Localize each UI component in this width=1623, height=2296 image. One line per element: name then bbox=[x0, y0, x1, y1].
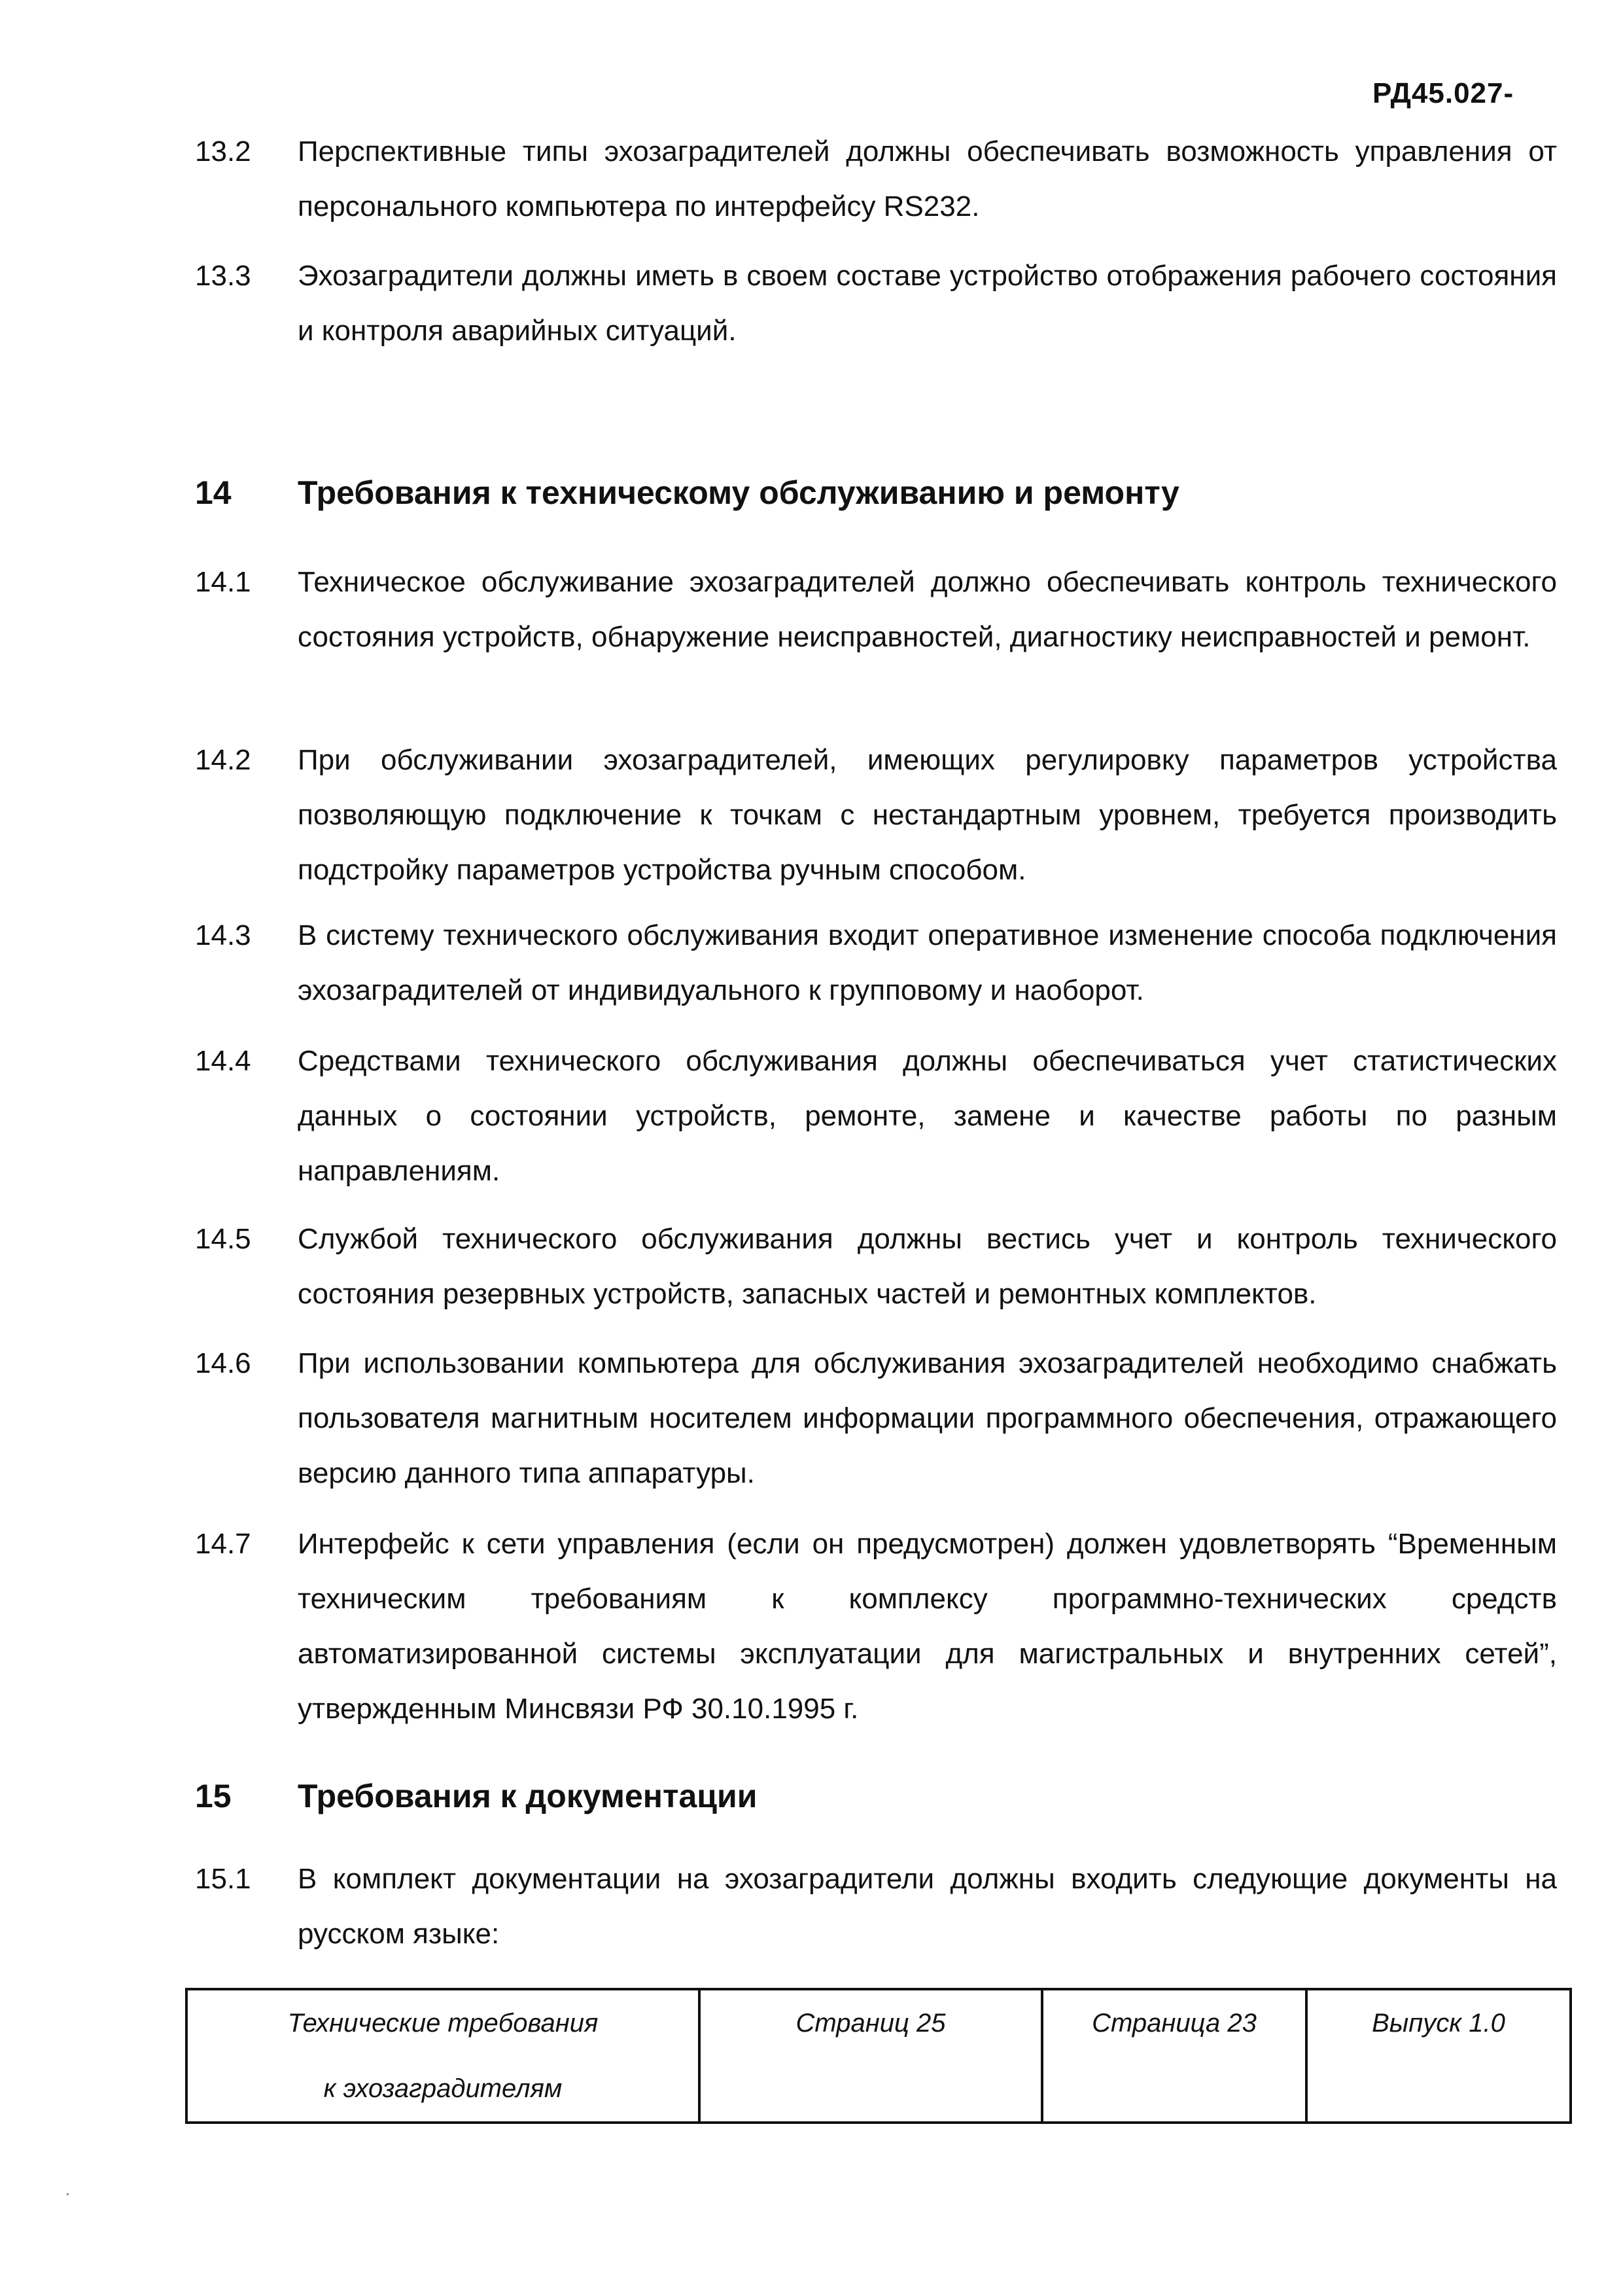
footer-doc-title-line2: к эхозаградителям bbox=[323, 2074, 563, 2103]
clause-number: 13.2 bbox=[195, 135, 251, 168]
clause-number: 14.5 bbox=[195, 1223, 251, 1255]
clause-text: В комплект документации на эхозаградители должны входить следующие документы на русском языке: bbox=[298, 1863, 1557, 1950]
clause-number: 15.1 bbox=[195, 1863, 251, 1895]
footer-pages-total bbox=[699, 1989, 1042, 2123]
clause-number: 14.6 bbox=[195, 1347, 251, 1379]
section-number: 15 bbox=[195, 1778, 232, 1814]
footer-issue bbox=[1306, 1989, 1571, 2123]
clause-number: 14.2 bbox=[195, 744, 251, 776]
section-title: Требования к техническому обслуживанию и ремонту bbox=[298, 474, 1179, 511]
clause-number: 13.3 bbox=[195, 260, 251, 292]
section-number: 14 bbox=[195, 474, 232, 511]
clause-text: При использовании компьютера для обслуживания эхозаградителей необходимо снабжать пользователя магнитным носителем информации программного обеспечения, отражающего версию данного типа аппаратуры. bbox=[298, 1347, 1557, 1489]
footer-pages-total-text: Страниц 25 bbox=[795, 2009, 946, 2038]
clause-text: Эхозаградители должны иметь в своем составе устройство отображения рабочего состояния и контроля аварийных ситуаций. bbox=[298, 260, 1557, 347]
clause-text: При обслуживании эхозаградителей, имеющих регулировку параметров устройства позволяющую подключение к точкам с нестандартным уровнем, требуется производить подстройку параметров устройства ручным способом. bbox=[298, 744, 1557, 886]
clause-text: Перспективные типы эхозаградителей должны обеспечивать возможность управления от персонального компьютера по интерфейсу RS232. bbox=[298, 135, 1557, 222]
footer-issue-text: Выпуск 1.0 bbox=[1372, 2009, 1505, 2038]
clause-text: В систему технического обслуживания входит оперативное изменение способа подключения эхозаградителей от индивидуального к групповому и наоборот. bbox=[298, 919, 1557, 1006]
clause-number: 14.4 bbox=[195, 1045, 251, 1077]
clause-text: Интерфейс к сети управления (если он предусмотрен) должен удовлетворять “Временным техническим требованиям к комплексу программно-технических средств автоматизированной системы эксплуатации для магистральных и внутренних сетей”, утвержденным Минсвязи РФ 30.10.1995 г. bbox=[298, 1528, 1557, 1725]
clause-text: Службой технического обслуживания должны вестись учет и контроль технического состояния резервных устройств, запасных частей и ремонтных комплектов. bbox=[298, 1223, 1557, 1310]
scan-speck bbox=[67, 2193, 69, 2195]
footer-doc-title-line1: Технические требования bbox=[287, 2009, 599, 2038]
footer-page-current-text: Страница 23 bbox=[1092, 2009, 1257, 2038]
section-title: Требования к документации bbox=[298, 1778, 758, 1814]
clause-number: 14.1 bbox=[195, 566, 251, 598]
document-code: РД45.027- bbox=[1372, 77, 1514, 109]
footer-page-current bbox=[1042, 1989, 1306, 2123]
clause-number: 14.7 bbox=[195, 1528, 251, 1560]
clause-text: Техническое обслуживание эхозаградителей должно обеспечивать контроль технического состояния устройств, обнаружение неисправностей, диагностику неисправностей и ремонт. bbox=[298, 566, 1557, 653]
clause-number: 14.3 bbox=[195, 919, 251, 951]
clause-text: Средствами технического обслуживания должны обеспечиваться учет статистических данных о состоянии устройств, ремонте, замене и качестве работы по разным направлениям. bbox=[298, 1045, 1557, 1187]
footer-table bbox=[185, 1988, 1572, 2124]
footer-doc-title bbox=[186, 1989, 699, 2123]
